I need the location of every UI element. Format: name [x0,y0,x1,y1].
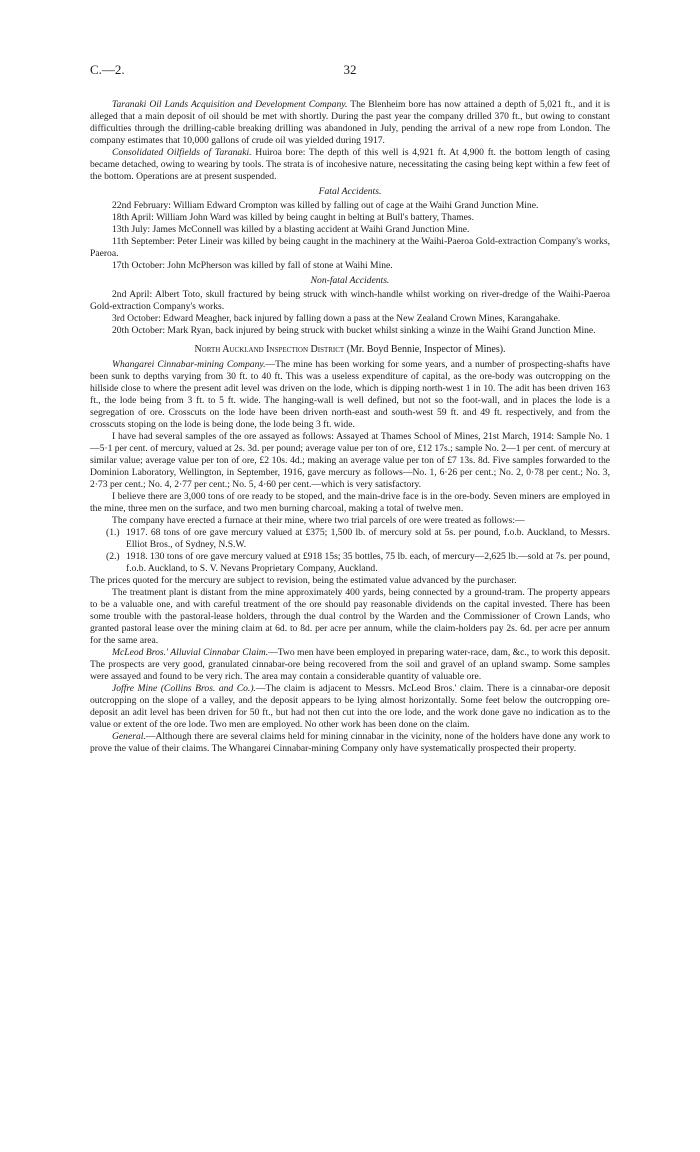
joffre-paragraph: Joffre Mine (Collins Bros. and Co.).—The claim is adjacent to Messrs. McLeod Bros.' claim. There is a cinnabar-ore deposit outcropping on the slope of a valley, and the deposit appears to be lying almost horizontally. Some feet below the outcropping ore-deposit an adit level has been driven for 50 ft., but had not then cut into the ore lode, and the work done gave no indication as to the value or extent of the ore lode. Two men are employed. No other work has been done on the claim. [90,683,611,730]
district-title: North Auckland Inspection District [194,344,345,355]
nonfatal-accidents-heading: Non-fatal Accidents. [310,275,390,286]
district-heading [90,344,610,356]
fatal-accident-item: 11th September: Peter Lineir was killed by being caught in the machinery at the Waihi-Paeroa Gold-extraction Company's works, Paeroa. [90,236,610,259]
page-number: 32 [343,62,357,77]
company-name: Consolidated Oilfields of Taranaki. [112,147,252,158]
parcel-item: (2.) 1918. 130 tons of ore gave mercury valued at £918 15s; 35 bottles, 75 lb. each, of mercury—2,625 lb.—sold at 7s. per pound, f.o.b. Auckland, to S. V. Nevans Proprietary Company, Auckland. [106,551,610,574]
section-name: General. [112,731,146,742]
samples-paragraph: I have had several samples of the ore assayed as follows: Assayed at Thames School of Mines, 21st March, 1914: Sample No. 1—5·1 per cent. of mercury, valued at 2s. 3d. per pound; average value per ton of ore, £12 17s.; sample No. 2—1 per cent. of mercury at similar value; average value per ton of ore, £2 10s. 4d.; making an average value per ton of £7 13s. 8d. Five samples forwarded to the Dominion Laboratory, Wellington, in September, 1916, gave mercury as follows—No. 1, 6·26 per cent.; No. 2, 0·78 per cent.; No. 3, 2·73 per cent.; No. 4, 2·77 per cent.; No. 5, 4·60 per cent.—which is very satisfactory. [90,431,610,490]
prices-paragraph: The prices quoted for the mercury are subject to revision, being the estimated value advanced by the purchaser. [90,575,517,586]
company-name: Whangarei Cinnabar-mining Company. [112,359,266,370]
plant-paragraph: The treatment plant is distant from the mine approximately 400 yards, being connected by a ground-tram. The property appears to be a valuable one, and with careful treatment of the ore should pay reasonable dividends on the capital invested. There has been some trouble with the pastoral-lease holders, through the dual control by the Warden and the Commissioner of Crown Lands, who granted pastoral lease over the mining claim at 6d. to 8d. per acre per annum, while the claim-holders pay 2s. 6d. per acre per annum for the same area. [90,587,610,646]
fatal-accident-item: 17th October: John McPherson was killed by fall of stone at Waihi Mine. [112,260,393,271]
tons-paragraph: I believe there are 3,000 tons of ore ready to be stoped, and the main-drive face is in the ore-body. Seven miners are employed in the mine, three men on the surface, and two men burning charcoal, making a total of twelve men. [90,491,610,514]
parcel-item: (1.) 1917. 68 tons of ore gave mercury valued at £375; 1,500 lb. of mercury sold at 5s. per pound, f.o.b. Auckland, to Messrs. Elliot Bros., of Sydney, N.S.W. [106,527,610,550]
taranaki-paragraph: Taranaki Oil Lands Acquisition and Development Company. The Blenheim bore has now attained a depth of 5,021 ft., and it is alleged that a main deposit of oil should be met with shortly. During the past year the company drilled 370 ft., but owing to constant difficulties through the drilling-cable breaking drilling was abandoned in July, pending the arrival of a new rope from London. The company estimates that 10,000 gallons of crude oil was yielded during 1917. [90,99,610,146]
consolidated-paragraph: Consolidated Oilfields of Taranaki. Huiroa bore: The depth of this well is 4,921 ft. At 4,900 ft. the bottom length of casing became detached, owing to wearing by tools. The strata is of incohesive nature, necessitating the casing being kept within a few feet of the bottom. Operations are at present suspended. [90,147,610,182]
claim-name: McLeod Bros.' Alluvial Cinnabar Claim. [112,647,269,658]
nonfatal-accident-item: 3rd October: Edward Meagher, back injured by falling down a pass at the New Zealand Crown Mines, Karangahake. [112,313,561,324]
company-name: Taranaki Oil Lands Acquisition and Development Company. [112,99,348,110]
document-reference: C.—2. [90,62,125,77]
nonfatal-accident-item: 20th October: Mark Ryan, back injured by being struck with bucket whilst sinking a winze in the Waihi Grand Junction Mine. [112,325,596,336]
mcleod-paragraph: McLeod Bros.' Alluvial Cinnabar Claim.—Two men have been employed in preparing water-race, dam, &c., to work this deposit. The prospects are very good, granulated cinnabar-ore being recovered from the soil and gravel of an upland swamp. Some samples were assayed and found to be very rich. The area may contain a considerable quantity of valuable ore. [90,647,610,682]
furnace-paragraph: The company have erected a furnace at their mine, where two trial parcels of ore were treated as follows:— [112,515,525,526]
general-paragraph: General.—Although there are several claims held for mining cinnabar in the vicinity, none of the holders have done any work to prove the value of their claims. The Whangarei Cinnabar-mining Company only have systematically prospected their property. [90,731,610,754]
whangarei-paragraph: Whangarei Cinnabar-mining Company.—The mine has been working for some years, and a number of prospecting-shafts have been sunk to depths varying from 30 ft. to 40 ft. This was a useless expenditure of capital, as the ore-body was outcropping on the hillside close to where the present adit level was driven on the lode, which is dipping north-west 1 in 10. The adit has been driven 163 ft., the lode being from 3 ft. to 5 ft. wide. The hanging-wall is well defined, but not so the foot-wall, and in places the lode is a segregation of ore. Crosscuts on the lode have been driven north-east and south-west 59 ft. and 49 ft. respectively, and from the crosscuts stoping on the lode is being done, the lode being 3 ft. wide. [90,359,610,430]
page-header [90,62,610,82]
district-inspector: (Mr. Boyd Bennie, Inspector of Mines). [344,344,506,355]
fatal-accident-item: 22nd February: William Edward Crompton was killed by falling out of cage at the Waihi Grand Junction Mine. [112,200,539,211]
fatal-accident-item: 18th April: William John Ward was killed by being caught in belting at Bull's battery, Thames. [112,212,475,223]
fatal-accident-item: 13th July: James McConnell was killed by a blasting accident at Waihi Grand Junction Mine. [112,224,470,235]
claim-name: Joffre Mine (Collins Bros. and Co.). [112,683,256,694]
nonfatal-accident-item: 2nd April: Albert Toto, skull fractured by being struck with winch-handle whilst working on river-dredge of the Waihi-Paeroa Gold-extraction Company's works. [90,289,610,312]
page-body [90,99,610,755]
fatal-accidents-heading: Fatal Accidents. [318,186,382,197]
